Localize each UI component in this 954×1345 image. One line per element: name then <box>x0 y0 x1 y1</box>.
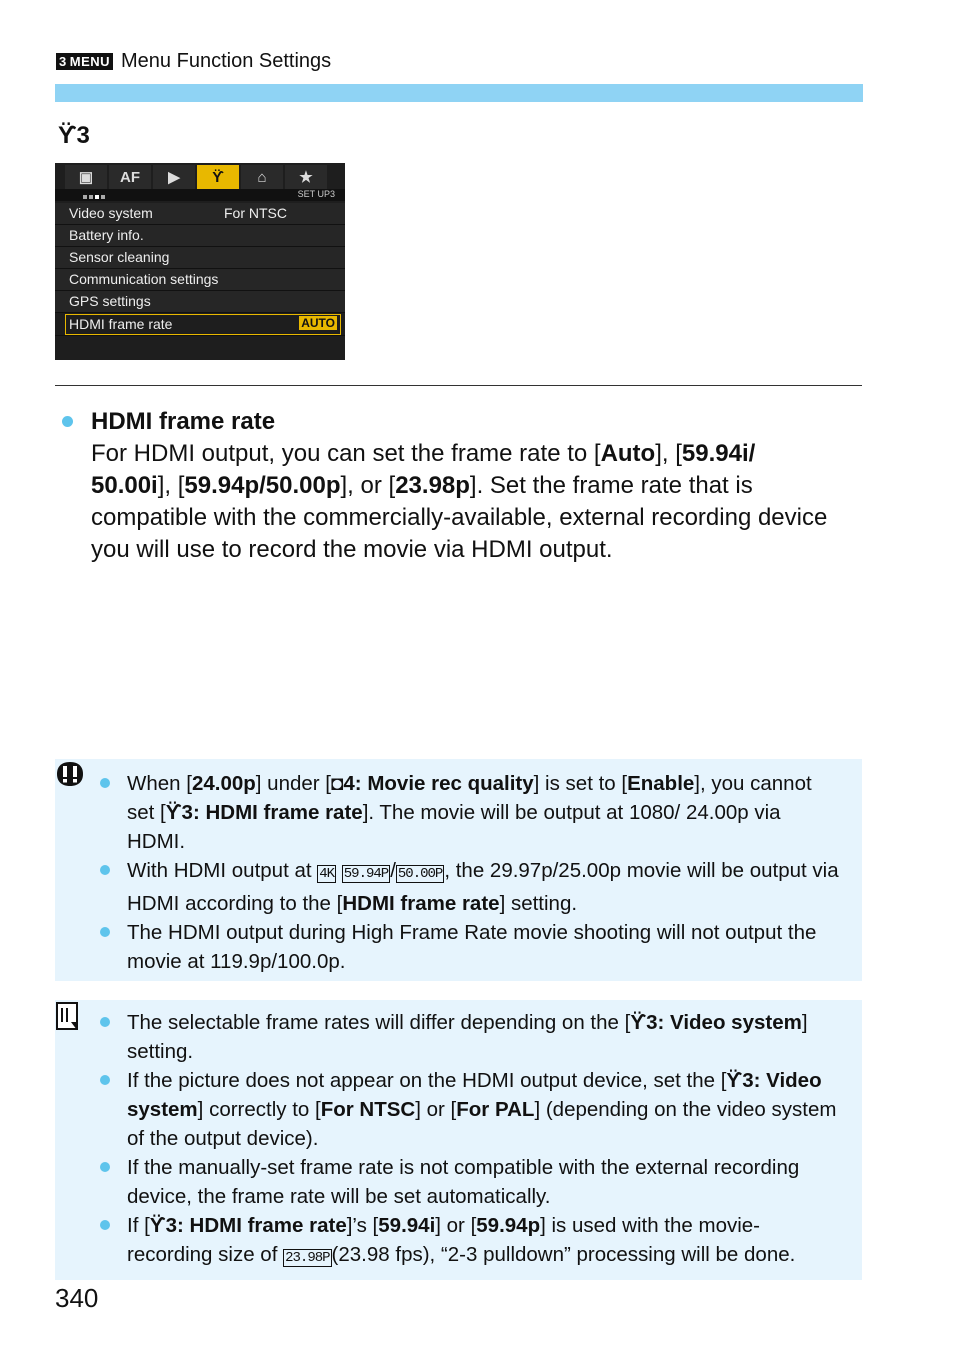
framerate-5000p-icon: 50.00P <box>397 866 443 882</box>
item-heading: HDMI frame rate <box>62 408 275 436</box>
caution-icon <box>55 759 85 789</box>
memo-note: The selectable frame rates will differ depending on the [ϔ3: Video system] setting. <box>100 1008 840 1066</box>
page-number: 340 <box>55 1283 99 1313</box>
memo-note: If the manually-set frame rate is not compatible with the external recording device, the frame rate will be set automatically. <box>100 1153 840 1211</box>
bullet-icon <box>62 416 73 427</box>
header-title: Menu Function Settings <box>121 50 332 72</box>
caution-note: When [24.00p] under [◘4: Movie rec quality] is set to [Enable], you cannot set [ϔ3: HDMI frame rate]. The movie will be output at 1080/ 24.00p via HDMI. <box>100 769 840 856</box>
bullet-icon <box>100 1220 110 1230</box>
menu-row-sensor-cleaning: Sensor cleaning <box>55 247 345 269</box>
menu-tab-badge: 3 MENU <box>56 53 113 70</box>
note-box <box>55 1000 862 1280</box>
auto-value-tag: AUTO <box>301 316 335 330</box>
section-title: ϔ3 <box>58 122 90 149</box>
wrench-icon: ϔ <box>149 1214 166 1237</box>
menu-row-communication: Communication settings <box>55 269 345 291</box>
bullet-icon <box>100 1162 110 1172</box>
header-accent-bar <box>55 84 863 102</box>
memo-icon <box>55 1000 81 1034</box>
camera-menu-screen <box>55 163 345 360</box>
caution-note: With HDMI output at 4K 59.94P/ 50.00P, the 29.97p/25.00p movie will be output via HDMI according to the [HDMI frame rate] setting. <box>100 856 840 918</box>
page-dots <box>83 191 107 201</box>
tab-setup: ϔ <box>197 165 239 189</box>
divider-rule <box>55 385 862 386</box>
bullet-icon <box>100 927 110 937</box>
bullet-icon <box>100 865 110 875</box>
running-header <box>56 50 331 73</box>
framerate-2398p-icon: 23.98P <box>285 1250 330 1266</box>
memo-note: If the picture does not appear on the HDMI output device, set the [ϔ3: Video system] correctly to [For NTSC] or [For PAL] (depending on the video system of the output device). <box>100 1066 840 1153</box>
caution-box <box>55 759 862 981</box>
4k-icon: 4K <box>319 866 335 882</box>
camera-icon: ◘ <box>331 772 344 795</box>
framerate-5994p-icon: 59.94P <box>343 866 389 882</box>
memo-note: If [ϔ3: HDMI frame rate]’s [59.94i] or [59.94p] is used with the movie-recording size of 23.98P(23.98 fps), “2-3 pulldown” processing will be done. <box>100 1211 840 1273</box>
wrench-icon: ϔ <box>165 801 182 824</box>
caution-note: The HDMI output during High Frame Rate movie shooting will not output the movie at 119.9p/100.0p. <box>100 918 840 976</box>
menu-row-battery-info: Battery info. <box>55 225 345 247</box>
menu-row-hdmi-frame-rate: HDMI frame rate AUTO <box>55 314 345 336</box>
menu-row-gps: GPS settings <box>55 291 345 313</box>
bullet-icon <box>100 1017 110 1027</box>
item-description: For HDMI output, you can set the frame rate to [Auto], [59.94i/ 50.00i], [59.94p/50.00p], or [23.98p]. Set the frame rate that is compatible with the commercially-available, external recording device you will use to record the movie via HDMI output. <box>91 440 828 563</box>
tab-af: AF <box>109 165 151 189</box>
tab-subrow <box>55 189 345 201</box>
menu-tabs <box>65 165 345 189</box>
tab-sublabel: SET UP3 <box>297 189 335 199</box>
tab-shooting: ▣ <box>65 165 107 189</box>
tab-custom: ⌂ <box>241 165 283 189</box>
wrench-icon: ϔ <box>630 1011 647 1034</box>
bullet-icon <box>100 778 110 788</box>
bullet-icon <box>100 1075 110 1085</box>
menu-row-video-system: Video system For NTSC <box>55 203 345 225</box>
tab-playback: ▶ <box>153 165 195 189</box>
wrench-icon: ϔ <box>726 1069 743 1092</box>
tab-mymenu: ★ <box>285 165 327 189</box>
